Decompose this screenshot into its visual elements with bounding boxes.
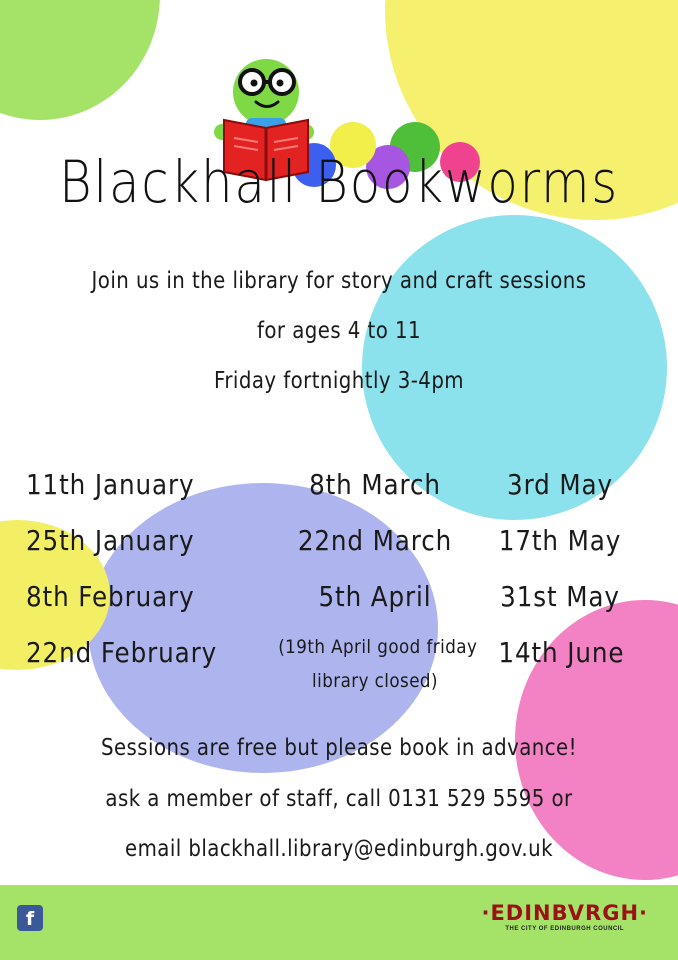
edinburgh-council-logo xyxy=(481,901,648,932)
booking-line-3: email blackhall.library@edinburgh.gov.uk xyxy=(124,836,554,862)
brand-subtitle: THE CITY OF EDINBURGH COUNCIL xyxy=(505,926,625,932)
closure-note-line-1: (19th April good friday xyxy=(278,636,478,658)
footer-bar xyxy=(0,885,678,960)
intro-line-1: Join us in the library for story and craft sessions xyxy=(91,268,587,294)
brand-name: ·EDINBVRGH· xyxy=(481,901,648,925)
session-date: 5th April xyxy=(318,580,432,613)
session-date: 8th February xyxy=(26,580,195,613)
facebook-icon[interactable]: f xyxy=(17,905,43,931)
session-date: 31st May xyxy=(500,580,620,613)
booking-line-2: ask a member of staff, call 0131 529 5595 or xyxy=(105,786,573,812)
intro-line-3: Friday fortnightly 3-4pm xyxy=(213,368,465,394)
dates-column-3 xyxy=(498,462,625,686)
session-date: 25th January xyxy=(26,524,195,557)
booking-line-1: Sessions are free but please book in advance! xyxy=(100,735,578,761)
session-date: 22nd February xyxy=(26,636,218,669)
session-date: 14th June xyxy=(498,636,625,669)
green-circle-decoration xyxy=(0,0,160,120)
session-date: 17th May xyxy=(498,524,622,557)
session-date: 3rd May xyxy=(507,468,613,501)
session-date: 11th January xyxy=(26,468,195,501)
session-date: 22nd March xyxy=(297,524,453,557)
session-date: 8th March xyxy=(309,468,441,501)
intro-line-2: for ages 4 to 11 xyxy=(257,318,421,344)
dates-column-2 xyxy=(278,462,478,698)
poster-title: Blackhall Bookworms xyxy=(59,148,619,216)
dates-column-1 xyxy=(26,462,217,686)
closure-note-line-2: library closed) xyxy=(312,670,438,692)
